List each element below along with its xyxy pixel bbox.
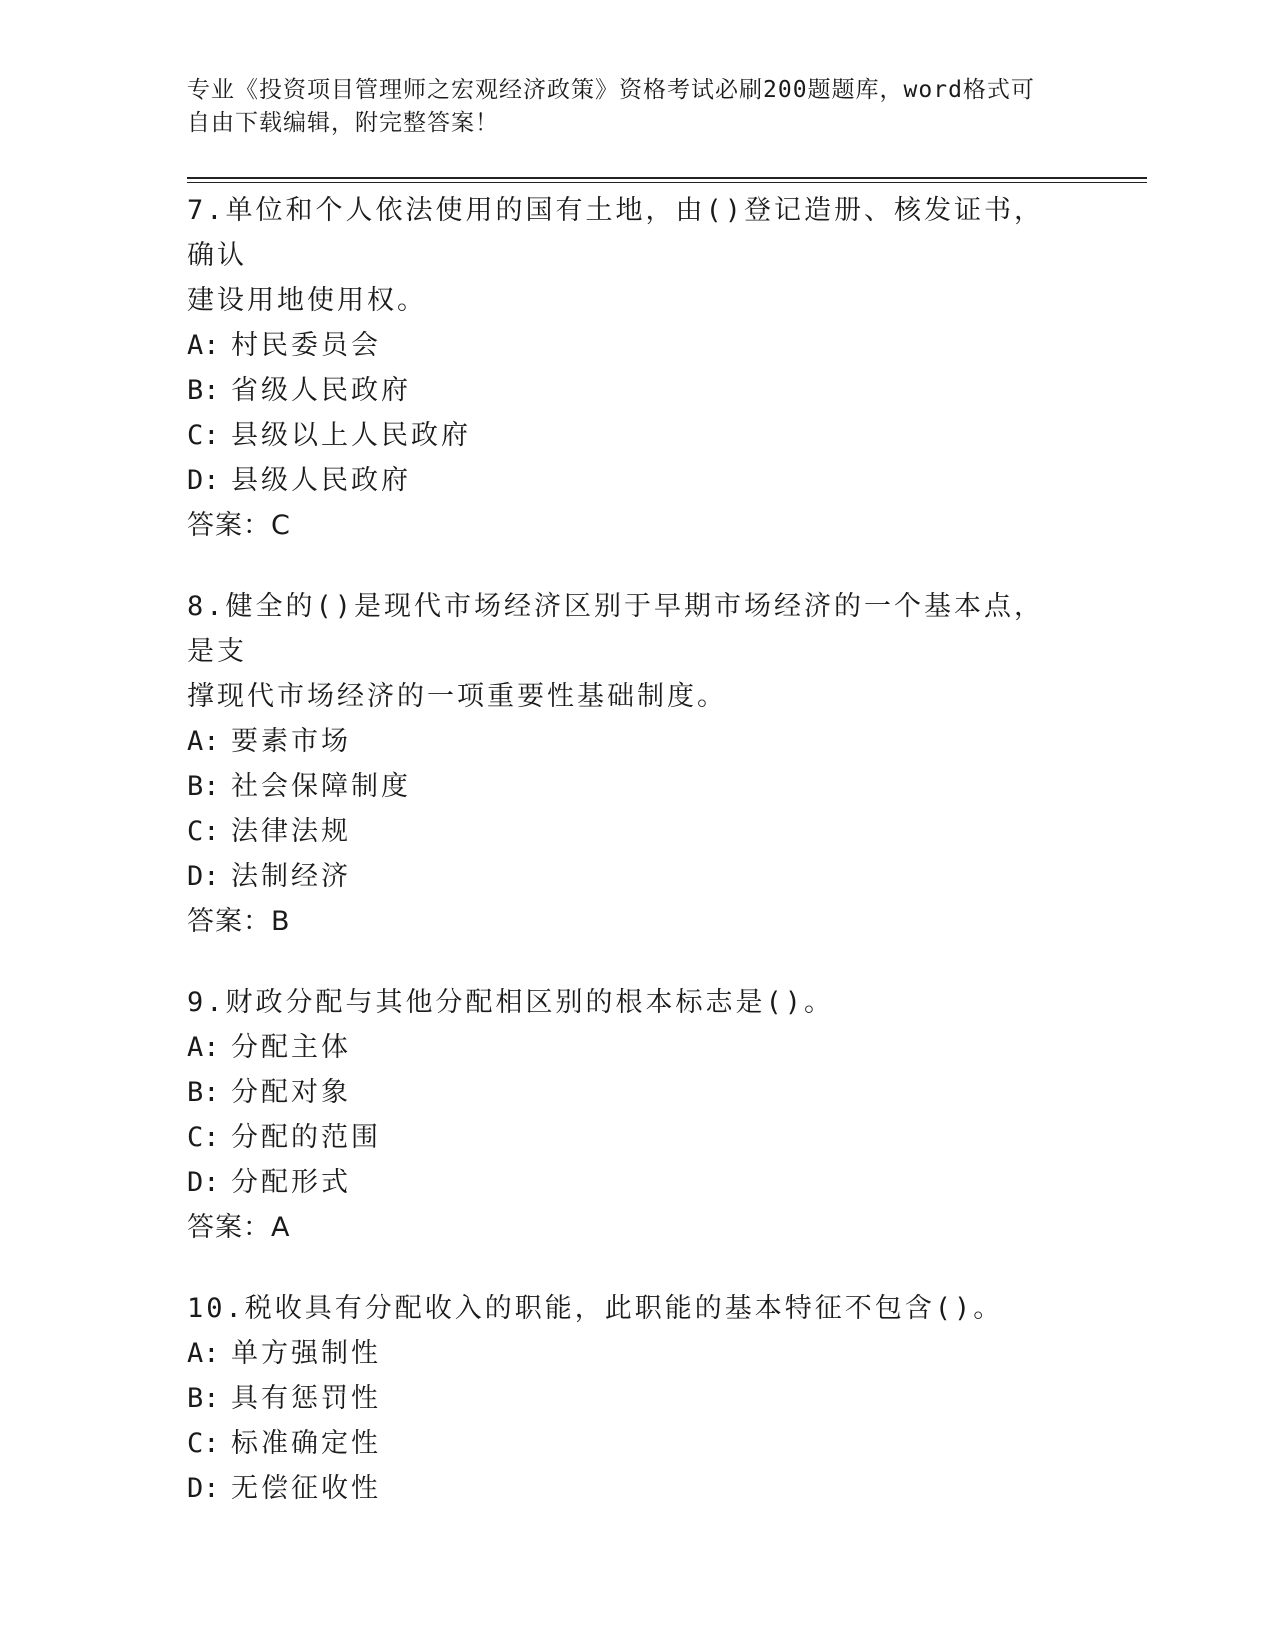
question-8 — [187, 584, 1067, 944]
answer-line: 答案：B — [187, 906, 291, 937]
option-a — [187, 1331, 1067, 1376]
option-text: 法律法规 — [231, 816, 351, 847]
header-divider-thick — [187, 177, 1147, 179]
question-stem — [187, 188, 1067, 323]
option-text: 具有惩罚性 — [231, 1383, 381, 1414]
question-stem-line-1: 8.健全的()是现代市场经济区别于早期市场经济的一个基本点，是支 — [187, 591, 1045, 667]
option-d — [187, 854, 1067, 899]
option-text: 单方强制性 — [231, 1338, 381, 1369]
option-a — [187, 323, 1067, 368]
answer-line: 答案：A — [187, 1212, 291, 1243]
option-key: B: — [187, 1383, 220, 1414]
option-b — [187, 368, 1067, 413]
option-d — [187, 1160, 1067, 1205]
option-a — [187, 1025, 1067, 1070]
option-text: 县级人民政府 — [231, 465, 411, 496]
option-key: D: — [187, 1167, 220, 1198]
question-stem-line-2: 撑现代市场经济的一项重要性基础制度。 — [187, 681, 727, 712]
option-c — [187, 413, 1067, 458]
option-a — [187, 719, 1067, 764]
document-header — [187, 74, 1067, 140]
option-key: C: — [187, 420, 220, 451]
header-divider-thin — [187, 182, 1147, 183]
question-10 — [187, 1286, 1067, 1511]
option-text: 县级以上人民政府 — [231, 420, 471, 451]
option-text: 法制经济 — [231, 861, 351, 892]
question-7 — [187, 188, 1067, 548]
option-key: B: — [187, 1077, 220, 1108]
option-text: 分配的范围 — [231, 1122, 381, 1153]
answer-line: 答案：C — [187, 510, 291, 541]
option-key: B: — [187, 771, 220, 802]
question-list — [187, 188, 1067, 1547]
option-b — [187, 764, 1067, 809]
option-text: 村民委员会 — [231, 330, 381, 361]
option-d — [187, 458, 1067, 503]
option-text: 无偿征收性 — [231, 1473, 381, 1504]
question-stem-line-1: 9.财政分配与其他分配相区别的根本标志是()。 — [187, 987, 835, 1018]
question-stem-line-2: 建设用地使用权。 — [187, 285, 427, 316]
option-key: D: — [187, 861, 220, 892]
option-key: C: — [187, 1428, 220, 1459]
option-key: A: — [187, 726, 220, 757]
document-page — [187, 0, 1147, 1650]
option-text: 分配主体 — [231, 1032, 351, 1063]
question-stem — [187, 1286, 1067, 1331]
option-key: D: — [187, 465, 220, 496]
option-b — [187, 1070, 1067, 1115]
option-key: C: — [187, 816, 220, 847]
header-line-2: 自由下载编辑，附完整答案！ — [187, 110, 499, 136]
question-stem-line-1: 7.单位和个人依法使用的国有土地，由()登记造册、核发证书，确认 — [187, 195, 1045, 271]
question-stem — [187, 980, 1067, 1025]
option-d — [187, 1466, 1067, 1511]
option-key: A: — [187, 1338, 220, 1369]
question-stem — [187, 584, 1067, 719]
option-text: 要素市场 — [231, 726, 351, 757]
option-text: 省级人民政府 — [231, 375, 411, 406]
option-text: 分配对象 — [231, 1077, 351, 1108]
option-key: C: — [187, 1122, 220, 1153]
option-key: D: — [187, 1473, 220, 1504]
option-text: 标准确定性 — [231, 1428, 381, 1459]
option-b — [187, 1376, 1067, 1421]
option-c — [187, 1115, 1067, 1160]
option-c — [187, 1421, 1067, 1466]
option-text: 社会保障制度 — [231, 771, 411, 802]
question-9 — [187, 980, 1067, 1250]
option-key: A: — [187, 330, 220, 361]
option-text: 分配形式 — [231, 1167, 351, 1198]
option-c — [187, 809, 1067, 854]
option-key: B: — [187, 375, 220, 406]
header-line-1: 专业《投资项目管理师之宏观经济政策》资格考试必刷200题题库，word格式可 — [187, 77, 1035, 103]
question-stem-line-1: 10.税收具有分配收入的职能，此职能的基本特征不包含()。 — [187, 1293, 1004, 1324]
option-key: A: — [187, 1032, 220, 1063]
